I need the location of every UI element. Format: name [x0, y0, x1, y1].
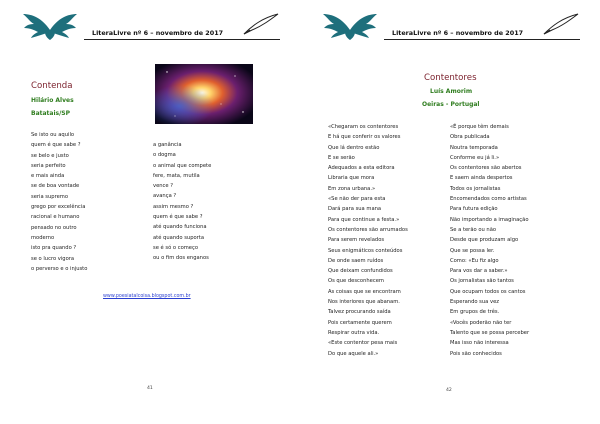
- page-number: 41: [147, 386, 153, 391]
- verse-line: Todos os jornalistas: [450, 185, 501, 192]
- nebula-image: [155, 64, 253, 124]
- verse-line: se o lucro vigora: [31, 255, 75, 262]
- poem-location: Batatais/SP: [31, 110, 70, 117]
- verse-line: Pois certamente querem: [328, 319, 392, 326]
- verse-line: Encomendados como artistas: [450, 196, 527, 203]
- verse-line: «É porque têm demais: [450, 124, 509, 130]
- verse-line: fere, mata, mutila: [153, 172, 200, 179]
- magazine-title: LiteraLivre nº 6 – novembro de 2017: [392, 29, 524, 37]
- poem-title: Contentores: [424, 73, 477, 83]
- verse-line: se belo e justo: [31, 152, 69, 159]
- verse-line: «Este contentor pesa mais: [328, 340, 398, 347]
- verse-line: Nos interiores que abanam.: [328, 299, 400, 306]
- verse-line: Desde que produzam algo: [450, 237, 519, 244]
- verse-line: Noutra temporada: [450, 144, 498, 151]
- verse-line: o dogma: [153, 152, 176, 159]
- verse-line: assim mesmo ?: [153, 203, 194, 210]
- verse-line: vence ?: [153, 183, 173, 190]
- verse-line: Os contentores são abertos: [450, 165, 522, 172]
- verse-line: Conforme eu já li.»: [450, 154, 500, 161]
- verse-line: quem é que sabe ?: [31, 142, 81, 149]
- verse-line: Os contentores são arrumados: [328, 226, 408, 233]
- verse-line: ou o fim dos enganos: [153, 255, 209, 262]
- verse-line: Mas isso não interessa: [450, 340, 509, 347]
- verse-line: Os jornalistas são tantos: [450, 278, 514, 285]
- page-header: [22, 6, 284, 46]
- verse-line: Se a terão ou não: [450, 226, 497, 233]
- verse-line: Que deixam confundidos: [328, 268, 393, 275]
- magazine-title: LiteraLivre nº 6 – novembro de 2017: [92, 29, 224, 37]
- poem-title: Contenda: [31, 81, 73, 91]
- poem-author: Luís Amorim: [430, 88, 473, 95]
- verse-line: As coisas que se encontram: [328, 288, 401, 295]
- verse-line: E há que conferir os valores: [328, 134, 401, 141]
- page-header: [322, 6, 584, 46]
- blog-link[interactable]: www.poesiatalcoisa.blogspot.com.br: [103, 294, 191, 299]
- poem-column-1: [328, 122, 408, 359]
- verse-line: Se isto ou aquilo: [31, 132, 75, 138]
- verse-line: quem é que sabe ?: [153, 214, 203, 221]
- verse-line: Para que continue a festa.»: [328, 216, 400, 223]
- verse-line: Em grupos de três.: [450, 309, 500, 316]
- verse-line: E saem ainda despertos: [450, 175, 513, 182]
- header-rule: [384, 39, 580, 40]
- verse-line: Dará para sua mana: [328, 206, 382, 213]
- verse-line: «Chegaram os contentores: [328, 124, 399, 130]
- verse-line: Que lá dentro estão: [328, 144, 380, 151]
- quill-icon: [240, 12, 280, 36]
- verse-line: «Vocês poderão não ter: [450, 319, 512, 326]
- verse-line: racional e humano: [31, 214, 80, 221]
- verse-line: Como: «Eu fiz algo: [450, 257, 499, 264]
- poem-column-1: [31, 130, 87, 274]
- verse-line: Que ocupam todos os cantos: [450, 288, 526, 295]
- verse-line: Talento que se possa perceber: [450, 329, 530, 336]
- right-page: [300, 0, 600, 424]
- verse-line: pensado no outro: [31, 224, 77, 231]
- verse-line: seria perfeito: [31, 162, 66, 169]
- verse-line: isto pra quando ?: [31, 245, 77, 252]
- verse-line: Adequados a esta editora: [328, 165, 395, 172]
- verse-line: Seus enigmáticos conteúdos: [328, 247, 403, 254]
- verse-line: Talvez procurando saída: [328, 309, 391, 316]
- verse-line: Os que desconhecem: [328, 278, 384, 285]
- verse-line: se é só o começo: [153, 244, 199, 251]
- verse-line: De onde saem ruídos: [328, 257, 384, 264]
- verse-line: Em zona urbana.»: [328, 185, 376, 192]
- verse-line: moderno: [31, 234, 55, 241]
- verse-line: Para futura edição: [450, 206, 498, 213]
- verse-line: e mais ainda: [31, 173, 65, 180]
- poem-location: Oeiras - Portugal: [422, 101, 480, 108]
- verse-line: Esperando sua vez: [450, 299, 499, 306]
- quill-icon: [540, 12, 580, 36]
- poem-column-2: [153, 140, 211, 264]
- verse-line: Respirar outra vida.: [328, 329, 380, 336]
- verse-line: se de boa vontade: [31, 183, 80, 190]
- verse-line: até quando funciona: [153, 224, 207, 231]
- verse-line: Libraria que mora: [328, 175, 375, 182]
- verse-line: Para serem revelados: [328, 237, 385, 244]
- verse-line: grego por excelência: [31, 204, 86, 211]
- verse-line: Obra publicada: [450, 134, 490, 141]
- poem-author: Hilário Alves: [31, 97, 74, 104]
- verse-line: Do que aquele ali.»: [328, 350, 379, 357]
- poem-column-2: [450, 122, 529, 359]
- winged-heart-icon: [322, 10, 378, 42]
- verse-line: Não importando a imaginação: [450, 216, 529, 223]
- verse-line: E se serão: [328, 154, 355, 161]
- verse-line: o animal que compete: [153, 162, 212, 169]
- verse-line: Que se possa ler.: [450, 247, 495, 254]
- verse-line: até quando suporta: [153, 234, 205, 241]
- verse-line: seria supremo: [31, 193, 69, 200]
- verse-line: Pois são conhecidos: [450, 350, 502, 357]
- page-number: 42: [446, 388, 452, 393]
- verse-line: a ganância: [153, 142, 182, 148]
- verse-line: o perverso e o injusto: [31, 265, 88, 272]
- header-rule: [84, 39, 280, 40]
- winged-heart-icon: [22, 10, 78, 42]
- verse-line: Para vos dar a saber.»: [450, 268, 508, 275]
- verse-line: «Se não der para esta: [328, 196, 386, 203]
- verse-line: avança ?: [153, 193, 177, 200]
